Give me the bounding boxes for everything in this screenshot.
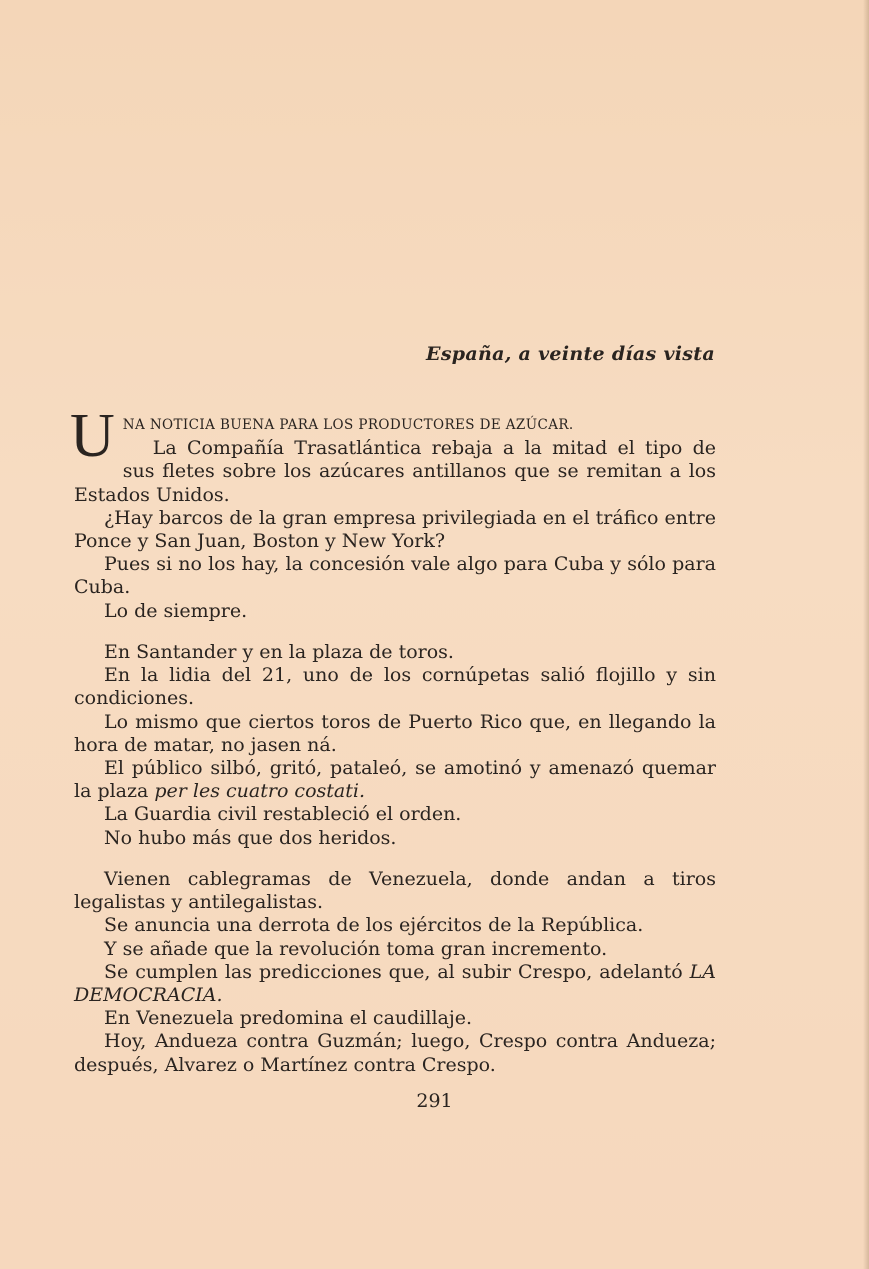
section-sugar-news bbox=[70, 402, 716, 623]
lead-line: NA NOTICIA BUENA PARA LOS PRODUCTORES DE AZÚCAR. bbox=[122, 417, 574, 433]
paragraph: Y se añade que la revolución toma gran incremento. bbox=[104, 937, 608, 960]
paragraph: Se anuncia una derrota de los ejércitos de la República. bbox=[104, 914, 644, 937]
paragraph-text: El público silbó, gritó, pataleó, se amotinó y amenazó quemar la plaza bbox=[74, 757, 716, 803]
drop-cap: U bbox=[70, 402, 115, 470]
chapter-title: España, a veinte días vista bbox=[426, 343, 715, 365]
paragraph: La Compañía Trasatlántica rebaja a la mitad el tipo de sus fletes sobre los azúcares antillanos que se remitan a los Estados Unidos. bbox=[74, 437, 716, 506]
paragraph: En Venezuela predomina el caudillaje. bbox=[104, 1007, 473, 1030]
paragraph: Pues si no los hay, la concesión vale algo para Cuba y sólo para Cuba. bbox=[74, 553, 716, 599]
paragraph bbox=[74, 961, 716, 1007]
paragraph: ¿Hay barcos de la gran empresa privilegiada en el tráfico entre Ponce y San Juan, Boston y New York? bbox=[74, 506, 716, 553]
opening-paragraph bbox=[70, 402, 716, 507]
paragraph bbox=[74, 757, 716, 803]
paragraph: En Santander y en la plaza de toros. bbox=[104, 641, 454, 663]
paragraph: Lo de siempre. bbox=[104, 599, 248, 622]
paragraph: En la lidia del 21, uno de los cornúpetas salió flojillo y sin condiciones. bbox=[74, 664, 716, 710]
paragraph: La Guardia civil restableció el orden. bbox=[104, 803, 462, 826]
page-number: 291 bbox=[416, 1090, 453, 1112]
italic-phrase: per les cuatro costati. bbox=[154, 780, 365, 803]
paragraph: No hubo más que dos heridos. bbox=[104, 826, 397, 849]
paragraph-text: Se cumplen las predicciones que, al subir Crespo, adelantó bbox=[104, 960, 683, 983]
paragraph: Hoy, Andueza contra Guzmán; luego, Crespo contra Andueza; después, Alvarez o Martínez contra Crespo. bbox=[74, 1030, 716, 1076]
section-venezuela bbox=[74, 868, 716, 1077]
paragraph: Vienen cablegramas de Venezuela, donde andan a tiros legalistas y antilegalistas. bbox=[74, 868, 716, 914]
paragraph: Lo mismo que ciertos toros de Puerto Rico que, en llegando la hora de matar, no jasen ná. bbox=[74, 710, 716, 756]
newspaper-name: LA DEMOCRACIA. bbox=[74, 960, 716, 1007]
section-bullfight bbox=[74, 641, 716, 850]
